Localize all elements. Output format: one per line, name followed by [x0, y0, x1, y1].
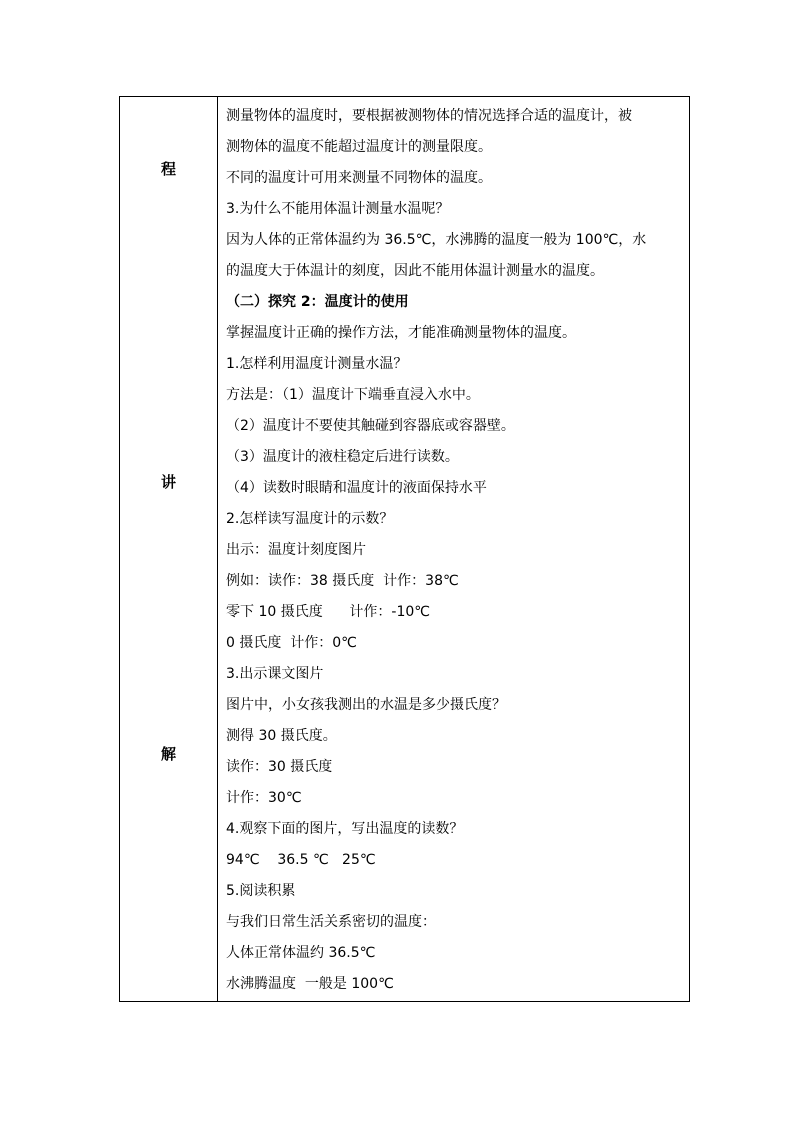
label-cheng: 程	[160, 160, 176, 178]
text-line: 图片中，小女孩我测出的水温是多少摄氏度？	[226, 697, 506, 713]
text-line: 与我们日常生活关系密切的温度：	[226, 914, 436, 930]
text-line: 2.怎样读写温度计的示数？	[226, 511, 394, 527]
text-line: 测量物体的温度时，要根据被测物体的情况选择合适的温度计，被	[226, 108, 632, 124]
label-jiang: 讲	[160, 473, 176, 491]
text-line: 3.为什么不能用体温计测量水温呢？	[226, 201, 450, 217]
label-jie: 解	[160, 745, 176, 763]
text-line: 零下 10 摄氏度 计作：-10℃	[226, 604, 431, 620]
text-line: 5.阅读积累	[226, 883, 296, 899]
text-line: 不同的温度计可用来测量不同物体的温度。	[226, 170, 492, 186]
lesson-table	[119, 96, 690, 1002]
text-line: 计作：30℃	[226, 790, 302, 806]
column-divider	[217, 97, 218, 1001]
text-line: 掌握温度计正确的操作方法，才能准确测量物体的温度。	[226, 325, 576, 341]
text-line: 4.观察下面的图片，写出温度的读数？	[226, 821, 464, 837]
text-line: 94℃ 36.5 ℃ 25℃	[226, 852, 376, 868]
section-heading: （二）探究 2：温度计的使用	[226, 294, 409, 310]
text-line: 人体正常体温约 36.5℃	[226, 945, 376, 961]
text-line: 方法是：（1）温度计下端垂直浸入水中。	[226, 387, 480, 403]
text-line: 测物体的温度不能超过温度计的测量限度。	[226, 139, 492, 155]
text-line: 测得 30 摄氏度。	[226, 728, 337, 744]
text-line: 因为人体的正常体温约为 36.5℃，水沸腾的温度一般为 100℃，水	[226, 232, 647, 248]
lesson-content	[226, 101, 686, 1000]
text-line: 0 摄氏度 计作：0℃	[226, 635, 357, 651]
text-line: 1.怎样利用温度计测量水温？	[226, 356, 408, 372]
text-line: 水沸腾温度 一般是 100℃	[226, 976, 394, 992]
text-line: （4）读数时眼睛和温度计的液面保持水平	[226, 480, 487, 496]
text-line: 出示：温度计刻度图片	[226, 542, 366, 558]
text-line: 例如：读作：38 摄氏度 计作：38℃	[226, 573, 459, 589]
text-line: 的温度大于体温计的刻度，因此不能用体温计测量水的温度。	[226, 263, 604, 279]
text-line: （2）温度计不要使其触碰到容器底或容器壁。	[226, 418, 515, 434]
text-line: 3.出示课文图片	[226, 666, 324, 682]
text-line: （3）温度计的液柱稳定后进行读数。	[226, 449, 459, 465]
text-line: 读作：30 摄氏度	[226, 759, 333, 775]
